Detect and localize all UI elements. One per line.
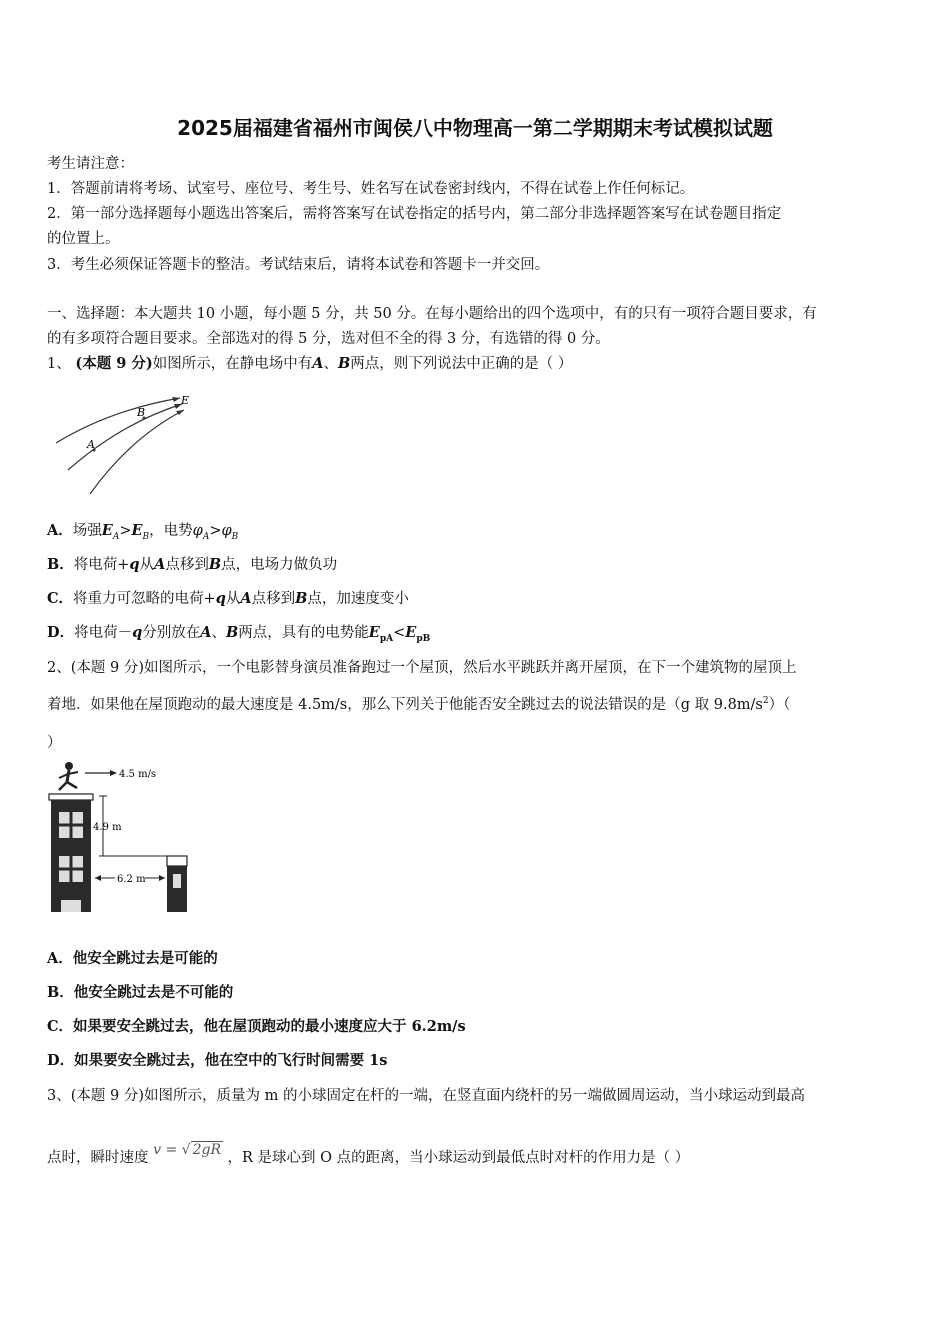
electric-field-figure — [50, 388, 200, 500]
label-b: B — [137, 406, 146, 419]
notice-item-3: 3．考生必须保证答题卡的整洁。考试结束后，请将本试卷和答题卡一并交回。 — [47, 257, 550, 273]
q3-stem-line-1: 3、(本题 9 分)如图所示，质量为 m 的小球固定在杆的一端，在竖直面内绕杆的另一端做圆周运动，当小球运动到最高 — [47, 1088, 805, 1104]
q1-option-b: B．将电荷+q从A点移到B点，电场力做负功 — [47, 556, 338, 573]
q2-option-c: C．如果要安全跳过去，他在屋顶跑动的最小速度应大于 6.2m/s — [47, 1018, 466, 1035]
notice-item-2: 2．第一部分选择题每小题选出答案后，需将答案写在试卷指定的括号内，第二部分非选择题答案写在试卷题目指定 — [47, 206, 782, 222]
q1-option-a: A．场强$E_A>E_B$，电势$\varphi_A>\varphi_B$ — [47, 522, 239, 542]
q2-stem-line-1: 2、(本题 9 分)如图所示，一个电影替身演员准备跑过一个屋顶，然后水平跳跃并离开屋顶，在下一个建筑物的屋顶上 — [47, 660, 797, 676]
right-building — [167, 866, 187, 912]
q2-stem-line-2: 着地．如果他在屋顶跑动的最大速度是 4.5m/s，那么下列关于他能否安全跳过去的说法错误的是（g 取 $9.8m/s^2$）（ — [47, 696, 791, 713]
runner-icon — [59, 762, 78, 790]
q1-points: (本题 9 分) — [75, 355, 153, 372]
section-intro-line-2: 的有多项符合题目要求。全部选对的得 5 分，选对但不全的得 3 分，有选错的得 0 分。 — [47, 331, 610, 347]
right-window — [173, 874, 181, 888]
notice-item-1: 1．答题前请将考场、试室号、座位号、考生号、姓名写在试卷密封线内，不得在试卷上作任何标记。 — [47, 181, 695, 197]
q2-option-d: D．如果要安全跳过去，他在空中的飞行时间需要 1s — [47, 1052, 388, 1069]
velocity-arrowhead — [110, 770, 117, 776]
label-e: E — [181, 394, 190, 407]
q2-option-b: B．他安全跳过去是不可能的 — [47, 984, 234, 1001]
speed-label: 4.5 m/s — [119, 769, 157, 780]
roof-ledge — [49, 794, 93, 800]
window-3 — [61, 900, 81, 912]
height-label: 4.9 m — [93, 822, 122, 833]
gap-label: 6.2 m — [117, 874, 146, 885]
field-line-2 — [68, 404, 182, 470]
stunt-jump-figure — [47, 760, 195, 918]
label-a: A — [87, 438, 95, 451]
notice-heading: 考生请注意： — [47, 156, 134, 172]
q1-stem: 1、 (本题 9 分)如图所示，在静电场中有A、B两点，则下列说法中正确的是（ ） — [47, 355, 573, 372]
field-line-1 — [56, 398, 180, 443]
velocity-formula: v = √ 2gR — [153, 1142, 221, 1158]
q2-stem-line-3: ） — [47, 735, 62, 751]
q1-option-d: D．将电荷－q分别放在A、B两点，具有的电势能$E_{pA}<E_{pB}$ — [47, 624, 431, 644]
q1-number: 1、 — [47, 356, 71, 372]
section-intro-line-1: 一、选择题：本大题共 10 小题，每小题 5 分，共 50 分。在每小题给出的四个选项中，有的只有一项符合题目要求，有 — [47, 306, 817, 322]
q1-option-c: C．将重力可忽略的电荷+q从A点移到B点，加速度变小 — [47, 590, 409, 607]
notice-item-2-cont: 的位置上。 — [47, 231, 120, 247]
q2-option-a: A．他安全跳过去是可能的 — [47, 950, 218, 967]
right-roof — [167, 856, 187, 866]
q3-stem-line-2: 点时，瞬时速度 v = √ 2gR ，R 是球心到 O 点的距离，当小球运动到最低点时对杆的作用力是（ ） — [47, 1142, 690, 1166]
page-title: 2025届福建省福州市闽侯八中物理高一第二学期期末考试模拟试题 — [177, 116, 773, 140]
